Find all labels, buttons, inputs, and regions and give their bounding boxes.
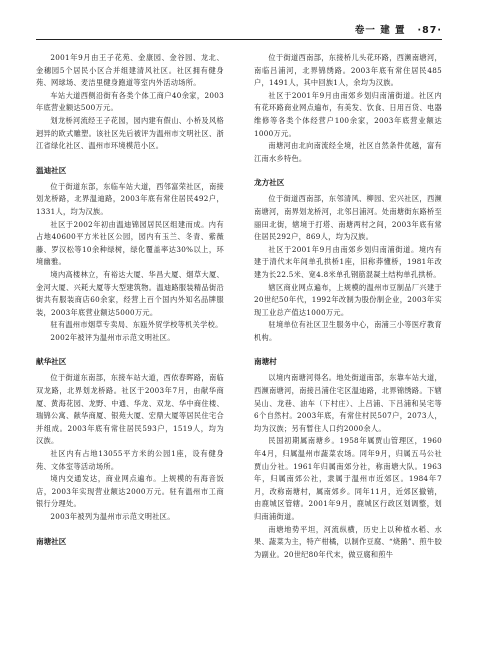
paragraph: 位于街道西南部，东接桥儿头花环路，西濒南塘河，南临吕浦河，北界锦绣路。2003年底有常住居民485户，1491人，其中回族1人，余均为汉族。 (254, 53, 442, 88)
paragraph: 民国初期属南塘乡。1958年属贾山管理区，1960年4月，归属温州市蔬菜农场。同年9月，归属五马公社贾山分社。1961年归属南郊分社，称南塘大队。1963年，归属南郊公社，隶属于温州市近郊区。1984年7月，改称南塘村，属南郊乡。同年11月，近郊区撤销，由鹿城区管辖。2001年9月，鹿城区行政区划调整，划归南浦街道。 (254, 436, 442, 521)
paragraph: 2002年被评为温州市示范文明社区。 (50, 332, 175, 342)
paragraph: 2003年被列为温州市示范文明社区。 (50, 512, 175, 521)
paragraph: 2001年9月由王子花苑、金康园、金谷园、龙北、金穗园5个居民小区合并组建清风社区。社区拥有健身苑、网球场、麦洁里健身跑道等室内外活动场所。 (36, 53, 224, 88)
right-column (254, 52, 442, 561)
paragraph: 位于街道西南部，东邻清风、柳园、宏兴社区，西濒南塘河，南界划龙桥河，北邻吕浦河。处南塘街东路桥至丽田北街，辖境于打塔、南塘两村之间，2003年底有常住居民292户，869人，均为汉族。 (254, 194, 442, 242)
paragraph: 驻境单位有社区卫生服务中心，南浦三小等医疗教育机构。 (254, 320, 442, 342)
paragraph: 境内高楼林立，有裕达大厦、华昌大厦、烟草大厦、金河大厦、兴耗大厦等大型建筑物。温迪路服装精品街沿街共有服装商店60余家，经营上百个国内外知名品牌服装，2003年底营业额达5000万元。 (36, 269, 224, 317)
section-heading: 南塘村 (254, 357, 277, 367)
page-number: ·87· (417, 25, 442, 36)
paragraph: 划龙桥河流经王子花园，园内建有假山、小桥及风格迥异的欧式雕塑。该社区先后被评为温州市文明社区、浙江省绿化社区、温州市环境模范小区。 (36, 115, 224, 151)
paragraph: 车站大道西侧沿街有各类个体工商户40余家，2003年底营业额达500万元。 (36, 90, 224, 113)
section-heading: 献华社区 (36, 357, 67, 367)
section-heading: 南塘社区 (36, 536, 67, 546)
paragraph: 驻有温州市烟草专卖局、东瓯外贸学校等机关学校。 (50, 320, 223, 330)
page-header (36, 20, 442, 40)
paragraph: 社区于2002年初由温迪锦园居民区组建而成。内有占地40600平方米社区公园，园内有玉兰、冬青、紫薇藤、罗汉松等10余种绿树，绿化覆盖率达30%以上，环境幽雅。 (36, 219, 224, 267)
paragraph: 南塘河由北向南流经全境，社区自然条件优越，富有江南水乡特色。 (254, 141, 442, 163)
paragraph: 位于街道东南部，东接车站大道，西依春晖路，南临双龙路，北界划龙桥路。社区于2003年7月，由献华商厦、黄海花园、龙野、中通、华龙、双龙、华中商住楼、瑞锦公寓、献华商厦、银苑大厦、宏鼎大厦等居民住宅合并组成。2003年底有常住居民593户，1519人，均为汉族。 (36, 373, 224, 446)
paragraph: 以境内南塘河得名。地处街道南部，东靠车站大道，西濒南塘河，南接吕浦住宅区温迪路，北界锦绣路。下辖吴山、龙巷、油车（下村庄）、上吕浦、下吕浦和吴宅等6个自然村。2003年底，有常住村民507户，2073人，均为汉族；另有暂住人口约2000余人。 (254, 373, 442, 433)
paragraph: 南塘地势平坦，河流纵横，历史上以种植水稻、水果、蔬菜为主，特产柑橘，以制作豆腐、“烧鹅”、煎牛胶为副业。20世纪80年代末，做豆腐和煎牛 (254, 524, 442, 559)
paragraph: 社区内有占地13055平方米的公园1座，设有健身苑、文体室等活动场所。 (36, 449, 224, 471)
section-heading: 温迪社区 (36, 165, 67, 175)
section-heading: 龙方社区 (254, 178, 285, 188)
paragraph: 社区于2001年9月由南郊乡划归南浦街道。境内有建于清代末年间单孔拱桥1座，旧称莽懂桥，1981年改建为长22.5米、宽4.8米单孔钢筋混凝土结构单孔拱桥。 (254, 244, 442, 279)
paragraph: 辖区商业网点遍布，上规模的温州市豆制品厂兴建于20世纪50年代，1992年改制为股份制企业，2003年实现工业总产值达1000万元。 (254, 282, 442, 317)
paragraph: 位于街道东部，东临车站大道，西邻富荣社区，南接划龙桥路，北界温迪路，2003年底有常住居民492户，1331人，均为汉族。 (36, 181, 224, 216)
left-column (36, 52, 224, 552)
paragraph: 境内交通发达，商业网点遍布。上规模的有海音饭店，2003年实现营业额达2000万元。驻有温州市工商银行分理处。 (36, 474, 224, 509)
running-section-title: 卷一 建 置 (354, 25, 406, 36)
paragraph: 社区于2001年9月由南郊乡划归南浦街道。社区内有花环路商业网点遍布，有美发、饮食、日用百货、电器维修等各类个体经营户100余家，2003年底营业额达1000万元。 (254, 90, 442, 138)
